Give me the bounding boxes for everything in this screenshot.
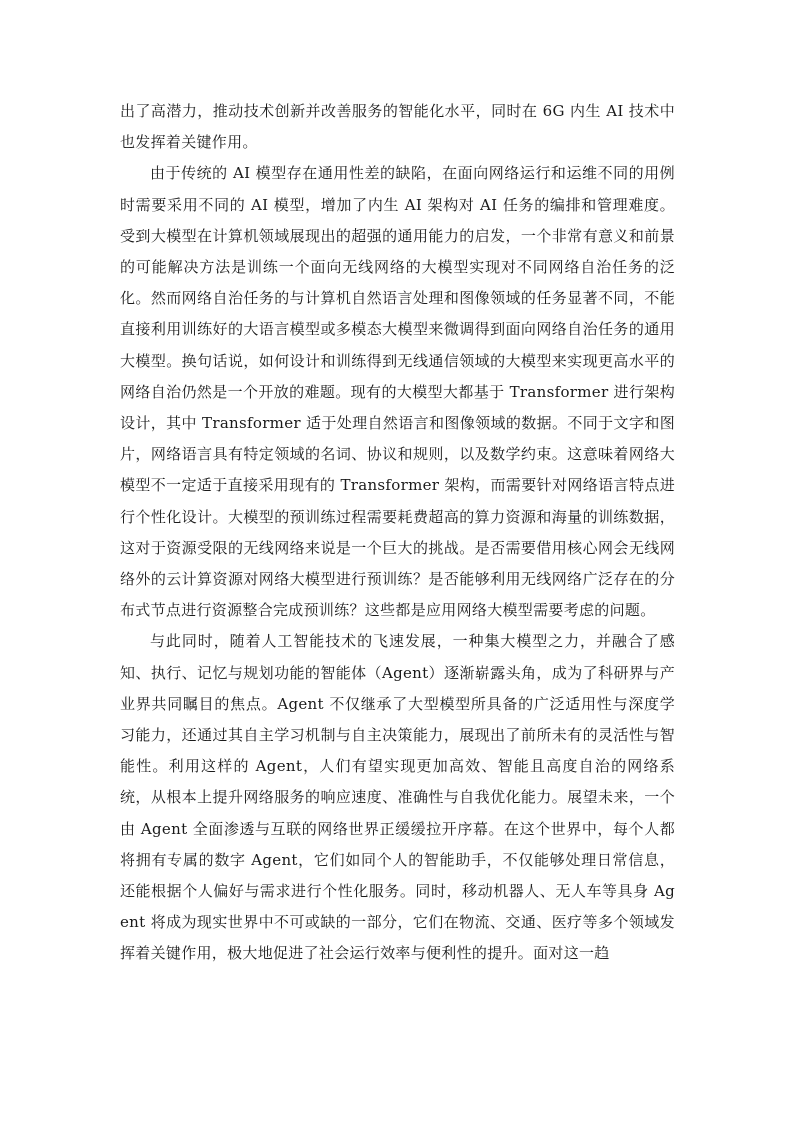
paragraph-1-continuation: 出了高潜力，推动技术创新并改善服务的智能化水平，同时在 6G 内生 AI 技术中也发挥着关键作用。: [120, 102, 675, 152]
paragraph-3: 与此同时，随着人工智能技术的飞速发展，一种集大模型之力，并融合了感知、执行、记忆与规划功能的智能体（Agent）逐渐崭露头角，成为了科研界与产业界共同瞩目的焦点。Agent 不仅继承了大型模型所具备的广泛适用性与深度学习能力，还通过其自主学习机制与自主决策能力，展现出了前所未有的灵活性与智能性。利用这样的 Agent，人们有望实现更加高效、智能且高度自治的网络系统，从根本上提升网络服务的响应速度、准确性与自我优化能力。展望未来，一个由 Agent 全面渗透与互联的网络世界正缓缓拉开序幕。在这个世界中，每个人都将拥有专属的数字 Agent，它们如同个人的智能助手，不仅能够处理日常信息，还能根据个人偏好与需求进行个性化服务。同时，移动机器人、无人车等具身 Agent 将成为现实世界中不可或缺的一部分，它们在物流、交通、医疗等多个领域发挥着关键作用，极大地促进了社会运行效率与便利性的提升。面对这一趋: [120, 632, 675, 963]
paragraph-2: 由于传统的 AI 模型存在通用性差的缺陷，在面向网络运行和运维不同的用例时需要采用不同的 AI 模型，增加了内生 AI 架构对 AI 任务的编排和管理难度。受到大模型在计算机领域展现出的超强的通用能力的启发，一个非常有意义和前景的可能解决方法是训练一个面向无线网络的大模型实现对不同网络自治任务的泛化。然而网络自治任务的与计算机自然语言处理和图像领域的任务显著不同，不能直接利用训练好的大语言模型或多模态大模型来微调得到面向网络自治任务的通用大模型。换句话说，如何设计和训练得到无线通信领域的大模型来实现更高水平的网络自治仍然是一个开放的难题。现有的大模型大都基于 Transformer 进行架构设计，其中 Transformer 适于处理自然语言和图像领域的数据。不同于文字和图片，网络语言具有特定领域的名词、协议和规则，以及数学约束。这意味着网络大模型不一定适于直接采用现有的 Transformer 架构，而需要针对网络语言特点进行个性化设计。大模型的预训练过程需要耗费超高的算力资源和海量的训练数据，这对于资源受限的无线网络来说是一个巨大的挑战。是否需要借用核心网会无线网络外的云计算资源对网络大模型进行预训练？是否能够利用无线网络广泛存在的分布式节点进行资源整合完成预训练？这些都是应用网络大模型需要考虑的问题。: [120, 164, 675, 620]
document-body: [120, 96, 675, 970]
